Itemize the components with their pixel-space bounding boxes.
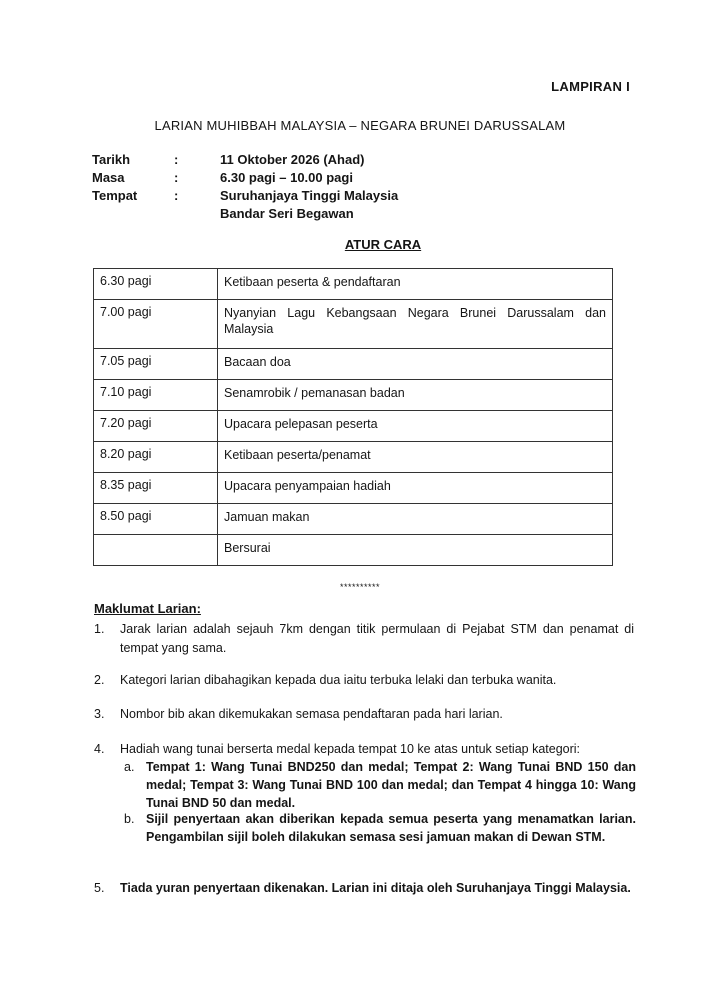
agenda-activity: Upacara penyampaian hadiah [218,473,613,504]
item-number: 3. [94,707,105,721]
item-number: 4. [94,742,105,756]
agenda-activity: Bersurai [218,535,613,566]
sub-item-letter: a. [124,760,135,774]
table-row [94,411,613,442]
agenda-time: 8.35 pagi [94,473,218,504]
agenda-activity: Ketibaan peserta & pendaftaran [218,269,613,300]
table-row [94,380,613,411]
table-row [94,269,613,300]
item-text: Hadiah wang tunai berserta medal kepada tempat 10 ke atas untuk setiap kategori: [120,742,581,756]
agenda-time [94,535,218,566]
info-value: Bandar Seri Begawan [220,206,354,221]
table-row [94,442,613,473]
agenda-time: 6.30 pagi [94,269,218,300]
item-number: 2. [94,673,105,687]
item-text: Nombor bib akan dikemukakan semasa pendaftaran pada hari larian. [120,707,503,721]
agenda-activity: Ketibaan peserta/penamat [218,442,613,473]
document-title: LARIAN MUHIBBAH MALAYSIA – NEGARA BRUNEI DARUSSALAM [154,118,566,133]
agenda-activity: Senamrobik / pemanasan badan [218,380,613,411]
info-label: Tempat [92,188,138,203]
info-row-venue-2 [92,205,520,223]
info-colon: : [174,152,179,167]
appendix-label: LAMPIRAN I [551,79,630,94]
agenda-time: 7.20 pagi [94,411,218,442]
agenda-time: 7.10 pagi [94,380,218,411]
sub-item-text: Sijil penyertaan akan diberikan kepada semua peserta yang menamatkan larian. Pengambilan sijil boleh dilakukan semasa sesi jamuan makan di Dewan STM. [146,812,636,844]
info-value: 6.30 pagi – 10.00 pagi [220,170,353,185]
info-row-venue [92,187,520,205]
sub-item-letter: b. [124,812,135,826]
agenda-activity: Nyanyian Lagu Kebangsaan Negara Brunei Darussalam dan Malaysia [218,300,613,349]
sub-list-item [124,810,636,846]
item-text: Jarak larian adalah sejauh 7km dengan titik permulaan di Pejabat STM dan penamat di tempat yang sama. [120,622,634,655]
table-row [94,300,613,349]
list-item [94,620,634,658]
item-number: 5. [94,881,105,895]
agenda-heading: ATUR CARA [344,237,422,252]
separator-stars: ********** [339,582,381,592]
sub-item-text: Tempat 1: Wang Tunai BND250 dan medal; Tempat 2: Wang Tunai BND 150 dan medal; Tempat 3: Wang Tunai BND 100 dan medal; dan Tempat 4 hingga 10: Wang Tunai BND 50 dan medal. [146,760,636,810]
list-item [94,879,634,898]
info-colon: : [174,188,179,203]
info-label: Masa [92,170,125,185]
list-item [94,671,634,690]
info-value: Suruhanjaya Tinggi Malaysia [220,188,399,203]
item-number: 1. [94,622,105,636]
info-colon [174,205,220,223]
sub-list-item [124,758,636,812]
agenda-time: 7.00 pagi [94,300,218,349]
info-row-date [92,151,520,169]
list-item [94,740,634,759]
table-row [94,349,613,380]
agenda-activity: Jamuan makan [218,504,613,535]
info-label: Tarikh [92,152,131,167]
agenda-time: 8.20 pagi [94,442,218,473]
info-heading: Maklumat Larian: [94,601,201,616]
table-row [94,473,613,504]
item-text: Tiada yuran penyertaan dikenakan. Larian ini ditaja oleh Suruhanjaya Tinggi Malaysia. [120,881,631,895]
agenda-activity: Bacaan doa [218,349,613,380]
table-row [94,535,613,566]
table-row [94,504,613,535]
agenda-time: 7.05 pagi [94,349,218,380]
info-colon: : [174,170,179,185]
list-item [94,705,634,724]
info-value: 11 Oktober 2026 (Ahad) [220,152,365,167]
agenda-table [93,268,613,566]
item-text: Kategori larian dibahagikan kepada dua iaitu terbuka lelaki dan terbuka wanita. [120,673,557,687]
info-label [92,205,174,223]
agenda-activity: Upacara pelepasan peserta [218,411,613,442]
agenda-time: 8.50 pagi [94,504,218,535]
event-info [92,151,520,223]
info-row-time [92,169,520,187]
